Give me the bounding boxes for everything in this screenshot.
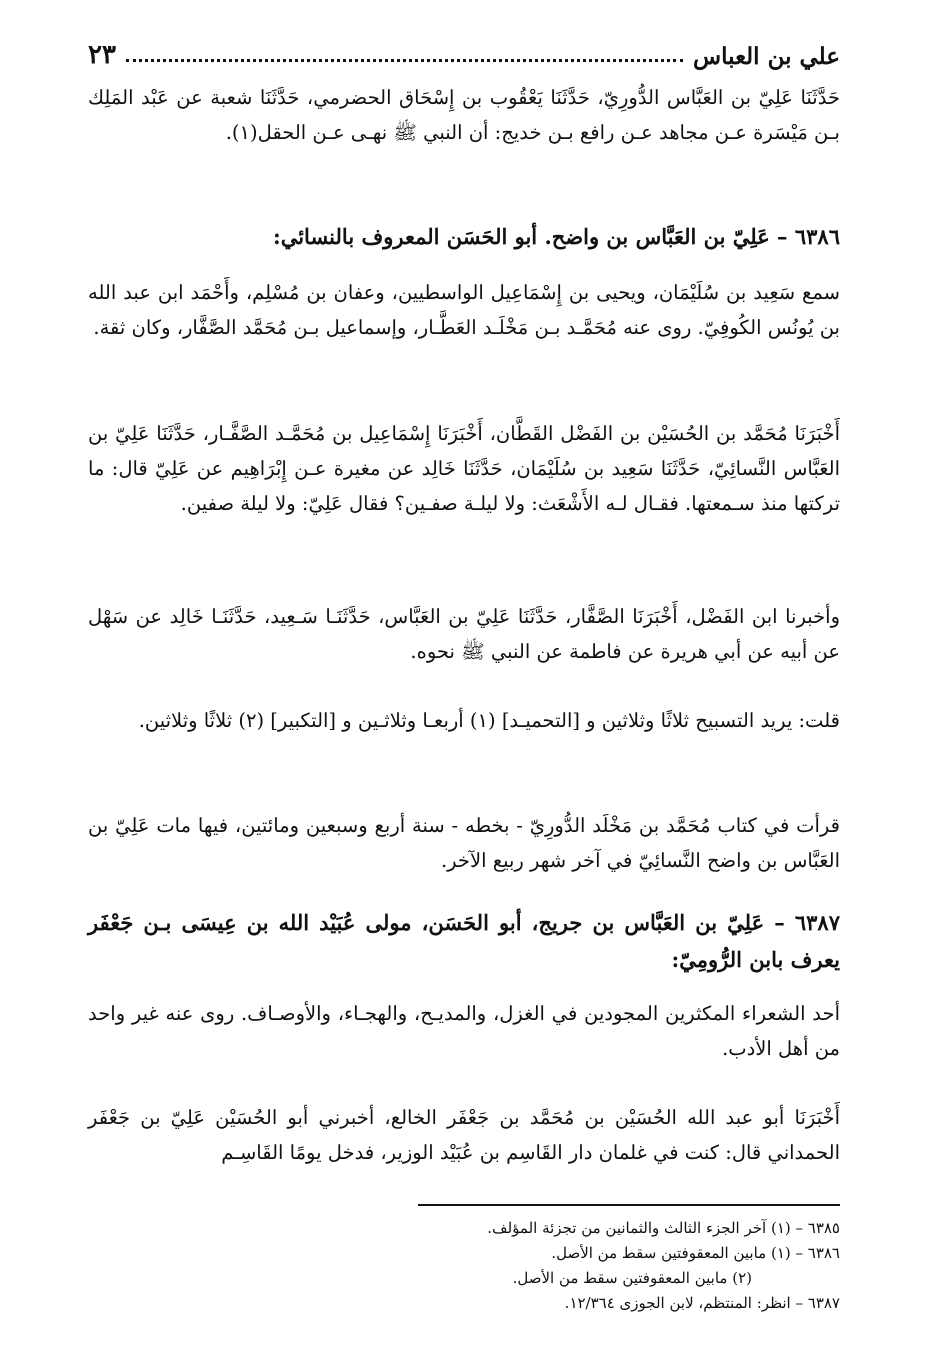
paragraph-hadith-6386-b: وأخبرنا ابن الفَضْل، أَخْبَرَنَا الصَّفَّار، حَدَّثَنَا عَلِيّ بن العَبَّاس، حَدَّثَنَـا سَـعِيد، حَدَّثَنَـا خَالِد عن سَهْل عن أبيه عن أبي هريرة عن فاطمة عن النبي ﷺ نحوه.	[88, 605, 840, 663]
paragraph-biography-6387: أحد الشعراء المكثرين المجودين في الغزل، والمديـح، والهجـاء، والأوصـاف. روى عنه غير واحد من أهل الأدب.	[88, 1002, 840, 1060]
footnotes	[88, 1216, 840, 1316]
book-page	[88, 28, 840, 1348]
page-number: ٢٣	[88, 40, 116, 70]
entry-heading-6387: ٦٣٨٧ – عَلِيّ بن العَبَّاس بن جريج، أبو الحَسَن، مولى عُبَيْد الله بن عِيسَى بـن جَعْفَر يعرف بابن الرُّومِيّ:	[88, 910, 840, 972]
paragraph-death-note: قرأت في كتاب مُحَمَّد بن مَخْلَد الدُّورِيّ - بخطه - سنة أربع وسبعين ومائتين، فيها مات عَلِيّ بن العَبَّاس بن واضح النَّسائِيّ في آخر شهر ربيع الآخر.	[88, 814, 840, 872]
paragraph-hadith-6385: حَدَّثَنَا عَلِيّ بن العَبَّاس الدُّورِيّ، حَدَّثَنَا يَعْقُوب بن إِسْحَاق الحضرمي، حَدَّثَنَا شعبة عن عَبْد المَلِك بـن مَيْسَرة عـن مجاهد عـن رافع بـن خديج: أن النبي ﷺ نهـى عـن الحقل(١).	[88, 86, 840, 144]
footnote: ٦٣٨٥ – (١) آخر الجزء الثالث والثمانين من تجزئة المؤلف.	[487, 1219, 840, 1237]
paragraph-note-tasbih: قلت: يريد التسبيح ثلاثًا وثلاثين و [التحميـد] (١) أربعـا وثلاثـين و [التكبير] (٢) ثلاثًا وثلاثين.	[138, 709, 840, 732]
paragraph-biography-6386: سمع سَعِيد بن سُلَيْمَان، ويحيى بن إِسْمَاعِيل الواسطيين، وعفان بن مُسْلِم، وأَحْمَد ابن عبد الله بن يُونُس الكُوفِيّ. روى عنه مُحَمَّـد بـن مَخْلَـد العَطَّـار، وإسماعيل بـن مُحَمَّد الصَّفَّار، وكان ثقة.	[88, 281, 840, 339]
footnote: ٦٣٨٦ – (١) مابين المعقوفتين سقط من الأصل.	[551, 1244, 840, 1262]
footnote-rule	[418, 1204, 840, 1206]
entry-heading-6386: ٦٣٨٦ – عَلِيّ بن العَبَّاس بن واضح. أبو الحَسَن المعروف بالنسائي:	[272, 224, 840, 249]
footnote: ٦٣٨٧ – انظر: المنتظم، لابن الجوزى ١٢/٣٦٤.	[564, 1294, 840, 1312]
paragraph-hadith-6387: أَخْبَرَنَا أبو عبد الله الحُسَيْن بن مُحَمَّد بن جَعْفَر الخالع، أخبرني أبو الحُسَيْن عَلِيّ بن جَعْفَر الحمداني قال: كنت في غلمان دار القَاسِم بن عُبَيْد الوزير، فدخل يومًا القَاسِـم	[88, 1106, 840, 1164]
running-title: علي بن العباس	[693, 43, 840, 70]
footnote: (٢) مابين المعقوفتين سقط من الأصل.	[512, 1269, 752, 1287]
paragraph-hadith-6386-a: أَخْبَرَنَا مُحَمَّد بن الحُسَيْن بن الفَضْل القَطَّان، أَخْبَرَنَا إِسْمَاعِيل بن مُحَمَّـد الصَّفَّـار، حَدَّثَنَا عَلِيّ بن العَبَّاس النَّسائِيّ، حَدَّثَنَا سَعِيد بن سُلَيْمَان، حَدَّثَنَا خَالِد عن مغيرة عـن إِبْرَاهِيم عن عَلِيّ قال: ما تركتها منذ سـمعتها. فقـال لـه الأَشْعَث: ولا ليلـة صفـين؟ فقال عَلِيّ: ولا ليلة صفين.	[88, 422, 840, 515]
running-head	[88, 34, 840, 70]
dot-leader	[126, 59, 683, 62]
